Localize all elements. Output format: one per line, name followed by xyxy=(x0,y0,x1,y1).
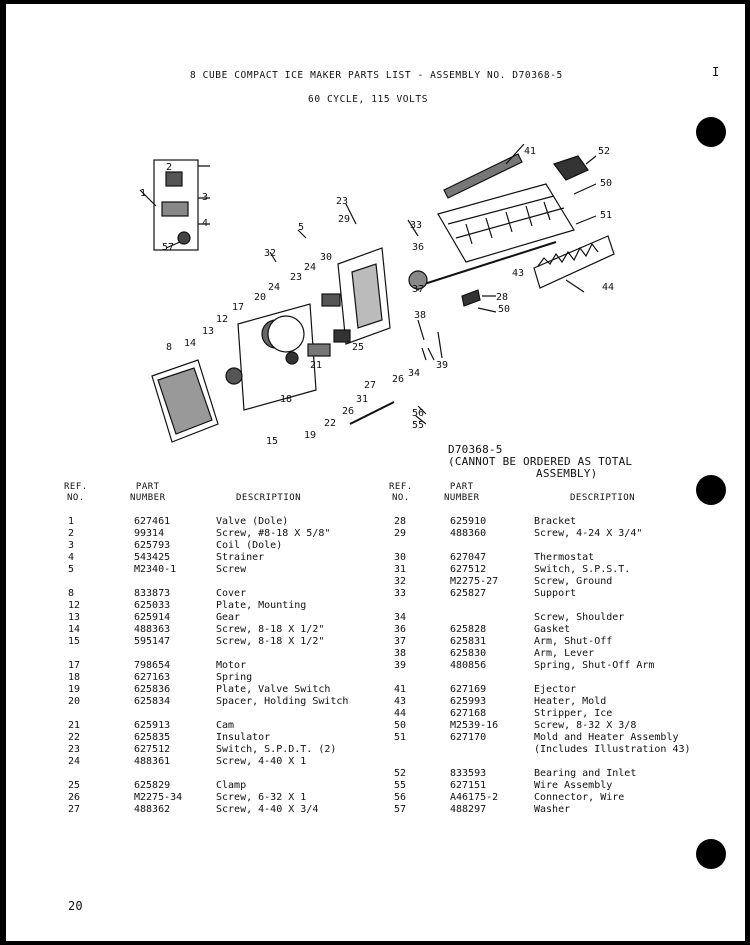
cell-ref: 57 xyxy=(394,804,407,815)
cell-ref: 24 xyxy=(68,756,81,767)
cell-ref: 13 xyxy=(68,612,81,623)
cell-desc: Spacer, Holding Switch xyxy=(216,696,349,707)
left-desc-header: DESCRIPTION xyxy=(236,493,302,503)
cell-ref: 21 xyxy=(68,720,81,731)
cell-part: 488297 xyxy=(450,804,487,815)
callout-50: 50 xyxy=(600,178,613,189)
cell-ref: 43 xyxy=(394,696,407,707)
cell-desc: Switch, S.P.D.T. (2) xyxy=(216,744,337,755)
callout-13: 13 xyxy=(202,326,215,337)
cell-part: 625836 xyxy=(134,684,171,695)
cell-desc: Screw, 4-40 X 3/4 xyxy=(216,804,319,815)
cell-ref: 22 xyxy=(68,732,81,743)
callout-23: 23 xyxy=(336,196,349,207)
callout-2: 2 xyxy=(166,162,173,173)
right-desc-header: DESCRIPTION xyxy=(570,493,636,503)
cell-desc: Stripper, Ice xyxy=(534,708,613,719)
page-number: 20 xyxy=(68,899,83,913)
cell-ref: 33 xyxy=(394,588,407,599)
cell-part: 625033 xyxy=(134,600,171,611)
callout-15: 15 xyxy=(266,436,279,447)
cell-desc: Plate, Mounting xyxy=(216,600,307,611)
cell-part: 625827 xyxy=(450,588,487,599)
cell-desc: Bearing and Inlet xyxy=(534,768,637,779)
cell-desc: Cam xyxy=(216,720,235,731)
callout-31: 31 xyxy=(356,394,369,405)
cell-ref: 30 xyxy=(394,552,407,563)
callout-1: 1 xyxy=(140,188,147,199)
cell-ref: 44 xyxy=(394,708,407,719)
cell-desc: Screw, 4-40 X 1 xyxy=(216,756,307,767)
cell-part: M2340-1 xyxy=(134,564,177,575)
cell-ref: 36 xyxy=(394,624,407,635)
cell-desc: Screw, 8-32 X 3/8 xyxy=(534,720,637,731)
cell-desc: Gear xyxy=(216,612,241,623)
callout-5: 5 xyxy=(298,222,305,233)
cell-ref: 23 xyxy=(68,744,81,755)
cell-ref: 50 xyxy=(394,720,407,731)
assembly-note-line1: (CANNOT BE ORDERED AS TOTAL xyxy=(448,455,633,468)
cell-ref: 12 xyxy=(68,600,81,611)
callout-37: 37 xyxy=(412,284,425,295)
cell-part: 833873 xyxy=(134,588,171,599)
callout-41: 41 xyxy=(524,146,537,157)
callout-32: 32 xyxy=(264,248,277,259)
binder-hole xyxy=(696,117,726,147)
callout-18: 18 xyxy=(280,394,293,405)
callout-55: 55 xyxy=(412,420,425,431)
cell-desc: Screw, #8-18 X 5/8" xyxy=(216,528,331,539)
cell-desc: Valve (Dole) xyxy=(216,516,289,527)
cell-ref: 5 xyxy=(68,564,75,575)
callout-33: 33 xyxy=(410,220,423,231)
cell-desc: Wire Assembly xyxy=(534,780,613,791)
cell-part: 625831 xyxy=(450,636,487,647)
callout-26b: 26 xyxy=(342,406,355,417)
callout-8: 8 xyxy=(166,342,173,353)
callout-30: 30 xyxy=(320,252,333,263)
cell-part: 625914 xyxy=(134,612,171,623)
right-part-header: PART NUMBER xyxy=(444,482,480,503)
cell-ref: 52 xyxy=(394,768,407,779)
cell-part: 625793 xyxy=(134,540,171,551)
cell-desc: Spring xyxy=(216,672,253,683)
cell-ref: 38 xyxy=(394,648,407,659)
cell-part: 99314 xyxy=(134,528,165,539)
cell-desc: Arm, Shut-Off xyxy=(534,636,613,647)
callout-28: 28 xyxy=(496,292,509,303)
cell-desc: Screw xyxy=(216,564,247,575)
cell-ref: 4 xyxy=(68,552,75,563)
corner-mark: I xyxy=(712,65,720,79)
cell-ref: 31 xyxy=(394,564,407,575)
cell-part: 627151 xyxy=(450,780,487,791)
callout-29: 29 xyxy=(338,214,351,225)
exploded-assembly-diagram xyxy=(126,144,646,454)
callout-19: 19 xyxy=(304,430,317,441)
cell-ref: 18 xyxy=(68,672,81,683)
cell-part: M2539-16 xyxy=(450,720,499,731)
cell-part: 625829 xyxy=(134,780,171,791)
callout-25: 25 xyxy=(352,342,365,353)
cell-part: 627163 xyxy=(134,672,171,683)
cell-part: 480856 xyxy=(450,660,487,671)
cell-part: 625830 xyxy=(450,648,487,659)
cell-desc: Coil (Dole) xyxy=(216,540,283,551)
cell-part: 543425 xyxy=(134,552,171,563)
cell-desc: Screw, Shoulder xyxy=(534,612,625,623)
cell-desc: Switch, S.P.S.T. xyxy=(534,564,631,575)
cell-part: 627512 xyxy=(450,564,487,575)
cell-part: 627512 xyxy=(134,744,171,755)
cell-ref: 19 xyxy=(68,684,81,695)
cell-desc: Thermostat xyxy=(534,552,595,563)
cell-ref: 56 xyxy=(394,792,407,803)
callout-39: 39 xyxy=(436,360,449,371)
cell-ref: 2 xyxy=(68,528,75,539)
callout-24b: 24 xyxy=(268,282,281,293)
callout-4: 4 xyxy=(202,218,209,229)
cell-desc: Strainer xyxy=(216,552,265,563)
cell-desc: Screw, 8-18 X 1/2" xyxy=(216,624,325,635)
callout-17: 17 xyxy=(232,302,245,313)
cell-ref: 51 xyxy=(394,732,407,743)
callout-34: 34 xyxy=(408,368,421,379)
cell-desc: Arm, Lever xyxy=(534,648,595,659)
callout-57: 57 xyxy=(162,242,175,253)
cell-ref: 32 xyxy=(394,576,407,587)
cell-desc: Insulator xyxy=(216,732,271,743)
cell-ref: 14 xyxy=(68,624,81,635)
cell-desc: Plate, Valve Switch xyxy=(216,684,331,695)
cell-part: M2275-34 xyxy=(134,792,183,803)
callout-43: 43 xyxy=(512,268,525,279)
cell-ref: 20 xyxy=(68,696,81,707)
cell-ref: 37 xyxy=(394,636,407,647)
cell-ref: 41 xyxy=(394,684,407,695)
cell-part: 625993 xyxy=(450,696,487,707)
cell-desc: Clamp xyxy=(216,780,247,791)
cell-ref: 39 xyxy=(394,660,407,671)
cell-part: 625835 xyxy=(134,732,171,743)
cell-ref: 3 xyxy=(68,540,75,551)
cell-desc: Mold and Heater Assembly xyxy=(534,732,679,743)
cell-part: 627168 xyxy=(450,708,487,719)
callout-21: 21 xyxy=(310,360,323,371)
cell-ref: 8 xyxy=(68,588,75,599)
cell-part: A46175-2 xyxy=(450,792,499,803)
callout-27: 27 xyxy=(364,380,377,391)
callout-24: 24 xyxy=(304,262,317,273)
assembly-note-line2: ASSEMBLY) xyxy=(536,467,598,480)
cell-ref: 17 xyxy=(68,660,81,671)
cell-part: 625913 xyxy=(134,720,171,731)
cell-ref: 29 xyxy=(394,528,407,539)
left-ref-header: REF. NO. xyxy=(64,482,88,503)
cell-desc: Screw, 4-24 X 3/4" xyxy=(534,528,643,539)
cell-part: M2275-27 xyxy=(450,576,499,587)
cell-part: 627169 xyxy=(450,684,487,695)
cell-desc: Connector, Wire xyxy=(534,792,625,803)
cell-part: 488360 xyxy=(450,528,487,539)
callout-51: 51 xyxy=(600,210,613,221)
cell-desc: Spring, Shut-Off Arm xyxy=(534,660,655,671)
cell-ref: 1 xyxy=(68,516,75,527)
cell-part: 627461 xyxy=(134,516,171,527)
page-title: 8 CUBE COMPACT ICE MAKER PARTS LIST - ASSEMBLY NO. D70368-5 xyxy=(190,70,563,81)
cell-desc: Heater, Mold xyxy=(534,696,607,707)
assembly-number: D70368-5 xyxy=(448,443,503,456)
cell-ref: 25 xyxy=(68,780,81,791)
cell-part: 488363 xyxy=(134,624,171,635)
cell-part: 627170 xyxy=(450,732,487,743)
cell-desc: Ejector xyxy=(534,684,577,695)
left-part-header: PART NUMBER xyxy=(130,482,166,503)
cell-desc: Motor xyxy=(216,660,247,671)
right-ref-header: REF. NO. xyxy=(389,482,413,503)
binder-hole xyxy=(696,475,726,505)
cell-desc: Washer xyxy=(534,804,571,815)
cell-part: 625828 xyxy=(450,624,487,635)
callout-50b: 50 xyxy=(498,304,511,315)
cell-part: 798654 xyxy=(134,660,171,671)
cell-desc: Gasket xyxy=(534,624,571,635)
callout-14: 14 xyxy=(184,338,197,349)
cell-desc: Support xyxy=(534,588,577,599)
cell-desc: Screw, 6-32 X 1 xyxy=(216,792,307,803)
cell-part: 625834 xyxy=(134,696,171,707)
callout-12: 12 xyxy=(216,314,229,325)
cell-ref: 15 xyxy=(68,636,81,647)
cell-part: 488362 xyxy=(134,804,171,815)
callout-38: 38 xyxy=(414,310,427,321)
binder-hole xyxy=(696,839,726,869)
callout-44: 44 xyxy=(602,282,615,293)
cell-ref: 55 xyxy=(394,780,407,791)
cell-desc: (Includes Illustration 43) xyxy=(534,744,691,755)
callout-20: 20 xyxy=(254,292,267,303)
cell-ref: 26 xyxy=(68,792,81,803)
page-subtitle: 60 CYCLE, 115 VOLTS xyxy=(308,94,429,105)
cell-desc: Screw, Ground xyxy=(534,576,613,587)
callout-52: 52 xyxy=(598,146,611,157)
callout-36: 36 xyxy=(412,242,425,253)
cell-part: 595147 xyxy=(134,636,171,647)
callout-23b: 23 xyxy=(290,272,303,283)
cell-part: 627047 xyxy=(450,552,487,563)
callout-3: 3 xyxy=(202,192,209,203)
cell-part: 488361 xyxy=(134,756,171,767)
cell-ref: 27 xyxy=(68,804,81,815)
cell-desc: Screw, 8-18 X 1/2" xyxy=(216,636,325,647)
cell-desc: Bracket xyxy=(534,516,577,527)
cell-ref: 34 xyxy=(394,612,407,623)
cell-part: 833593 xyxy=(450,768,487,779)
cell-part: 625910 xyxy=(450,516,487,527)
cell-desc: Cover xyxy=(216,588,247,599)
callout-56: 56 xyxy=(412,408,425,419)
callout-22: 22 xyxy=(324,418,337,429)
callout-26: 26 xyxy=(392,374,405,385)
cell-ref: 28 xyxy=(394,516,407,527)
parts-list-page xyxy=(6,4,745,941)
